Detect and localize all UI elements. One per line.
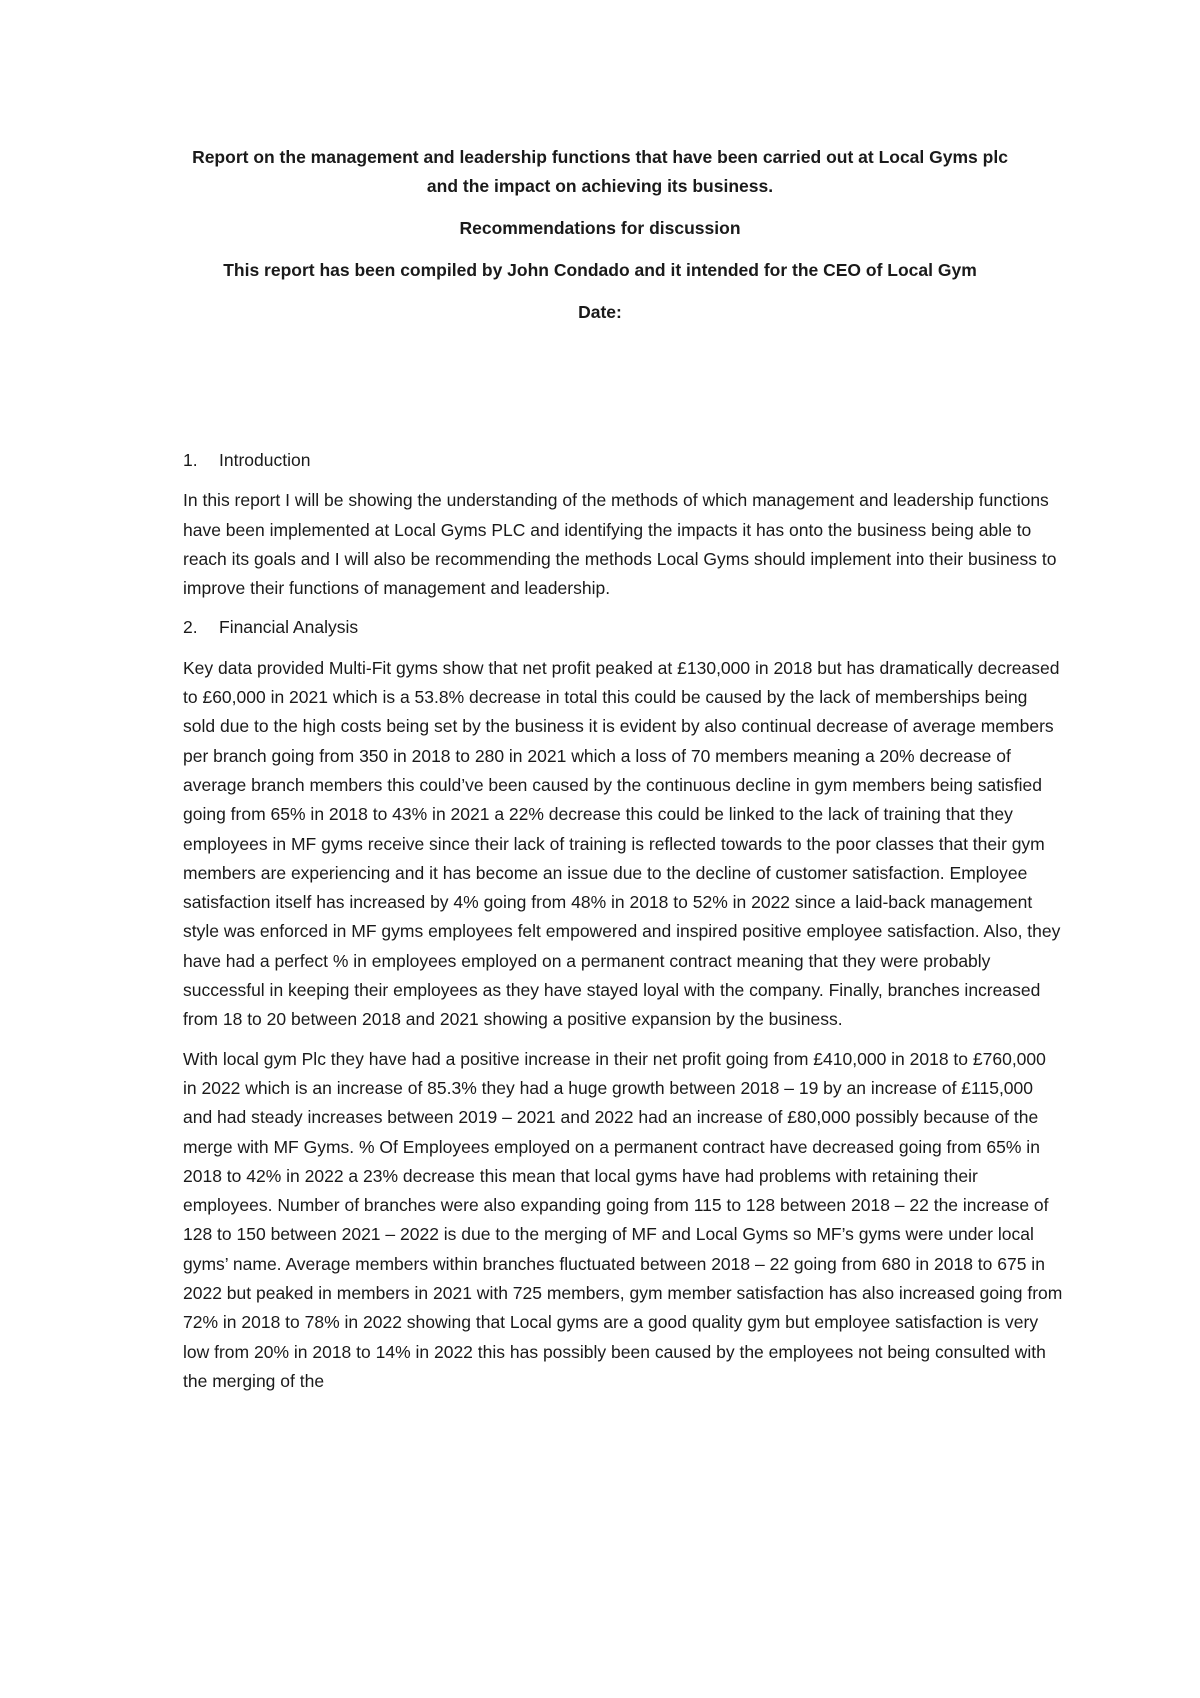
report-subtitle: Recommendations for discussion: [459, 218, 741, 238]
introduction-paragraph: In this report I will be showing the understanding of the methods of which management and leadership functions have been implemented at Local Gyms PLC and identifying the impacts it has onto the business being able to reach its goals and I will also be recommending the methods Local Gyms should implement into their business to improve their functions of management and leadership.: [183, 490, 1057, 599]
report-author-line: This report has been compiled by John Condado and it intended for the CEO of Local Gym: [223, 260, 977, 280]
section-title: Financial Analysis: [219, 617, 359, 638]
financial-analysis-paragraph-1: Key data provided Multi-Fit gyms show that net profit peaked at £130,000 in 2018 but has dramatically decreased to £60,000 in 2021 which is a 53.8% decrease in total this could be caused by the lack of memberships being sold due to the high costs being set by the business it is evident by also continual decrease of average members per branch going from 350 in 2018 to 280 in 2021 which a loss of 70 members meaning a 20% decrease of average branch members this could’ve been caused by the continuous decline in gym members being satisfied going from 65% in 2018 to 43% in 2021 a 22% decrease this could be linked to the lack of training that they employees in MF gyms receive since their lack of training is reflected towards to the poor classes that their gym members are experiencing and it has become an issue due to the decline of customer satisfaction. Employee satisfaction itself has increased by 4% going from 48% in 2018 to 52% in 2022 since a laid-back management style was enforced in MF gyms employees felt empowered and inspired positive employee satisfaction. Also, they have had a perfect % in employees employed on a permanent contract meaning that they were probably successful in keeping their employees as they have stayed loyal with the company. Finally, branches increased from 18 to 20 between 2018 and 2021 showing a positive expansion by the business.: [183, 657, 1061, 1030]
section-heading-introduction: [183, 446, 1063, 475]
report-title-line-2: and the impact on achieving its business.: [426, 176, 774, 196]
section-number: 2.: [183, 617, 198, 638]
section-number: 1.: [183, 450, 198, 470]
report-body: [183, 446, 1063, 1406]
section-heading-financial-analysis: [183, 613, 1063, 642]
financial-analysis-paragraph-2: With local gym Plc they have had a positive increase in their net profit going from £410,000 in 2018 to £760,000 in 2022 which is an increase of 85.3% they had a huge growth between 2018 – 19 by an increase of £115,000 and had steady increases between 2019 – 2021 and 2022 had an increase of £80,000 possibly because of the merge with MF Gyms. % Of Employees employed on a permanent contract have decreased going from 65% in 2018 to 42% in 2022 a 23% decrease this mean that local gyms have had problems with retaining their employees. Number of branches were also expanding going from 115 to 128 between 2018 – 22 the increase of 128 to 150 between 2021 – 2022 is due to the merging of MF and Local Gyms so MF’s gyms were under local gyms’ name. Average members within branches fluctuated between 2018 – 22 going from 680 in 2018 to 675 in 2022 but peaked in members in 2021 with 725 members, gym member satisfaction has also increased going from 72% in 2018 to 78% in 2022 showing that Local gyms are a good quality gym but employee satisfaction is very low from 20% in 2018 to 14% in 2022 this has possibly been caused by the employees not being consulted with the merging of the: [183, 1048, 1063, 1391]
report-title-line-1: Report on the management and leadership functions that have been carried out at Local Gyms plc: [192, 147, 1008, 167]
report-date-label: Date:: [578, 302, 622, 322]
section-title: Introduction: [219, 450, 311, 470]
title-block: [140, 143, 1060, 327]
